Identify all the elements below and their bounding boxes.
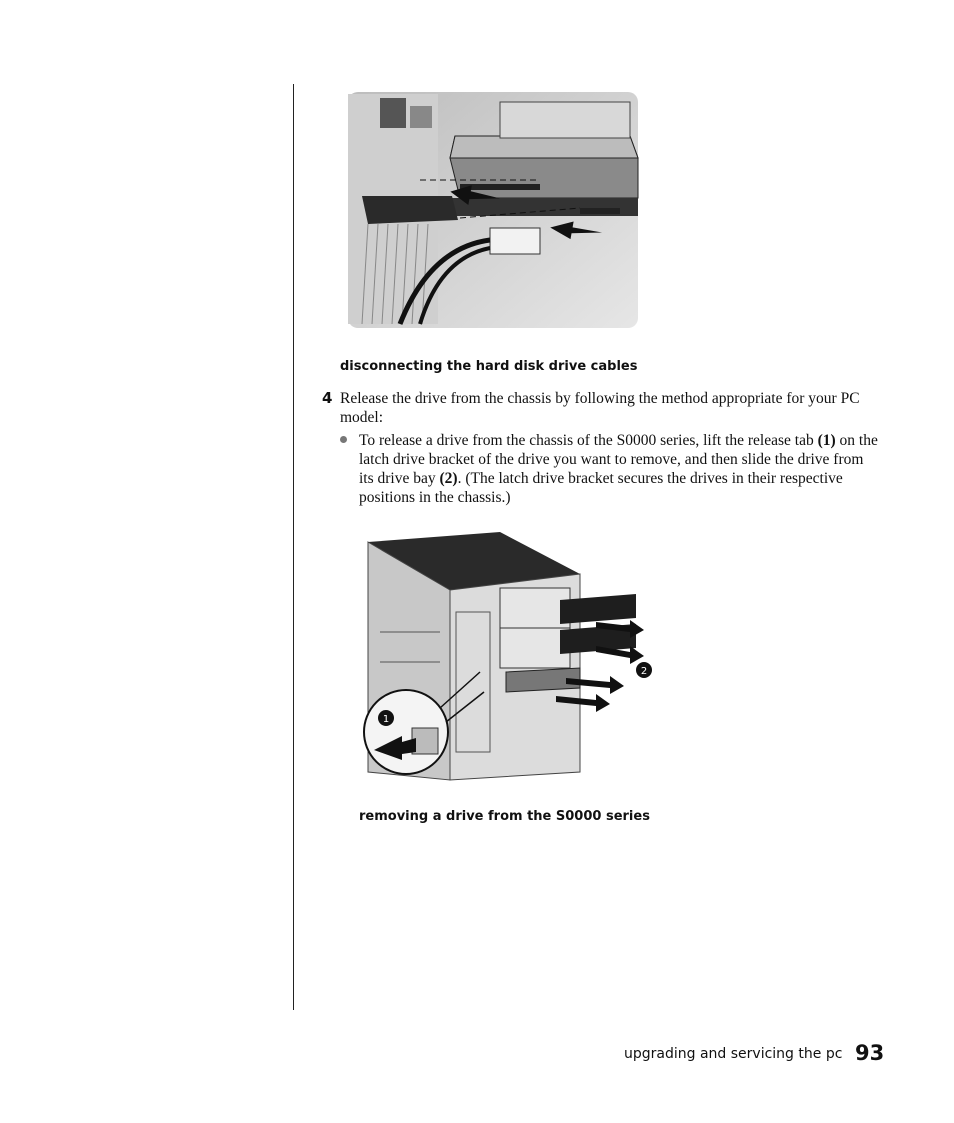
page-number: 93 <box>855 1041 885 1065</box>
step-text: Release the drive from the chassis by following the method appropriate for your PC model: <box>340 390 860 426</box>
callout-1: 1 <box>382 714 390 725</box>
footer-section-title: upgrading and servicing the pc <box>624 1046 843 1062</box>
bullet-text: To release a drive from the chassis of the S0000 series, lift the release tab (1) on the latch drive bracket of the drive you want to remove, and then slide the drive from its drive bay (2). (The latch drive bracket secures the drives in their respective positions in the chassis.) <box>359 432 878 506</box>
margin-rule <box>293 84 294 1010</box>
bullet-dot <box>340 436 347 443</box>
figure-remove-drive <box>360 522 658 784</box>
figure-caption: disconnecting the hard disk drive cables <box>340 359 638 374</box>
figure-caption: removing a drive from the S0000 series <box>359 809 650 824</box>
callout-2: 2 <box>640 666 648 677</box>
step-number: 4 <box>322 389 333 407</box>
figure-disconnect-cables <box>340 88 642 332</box>
